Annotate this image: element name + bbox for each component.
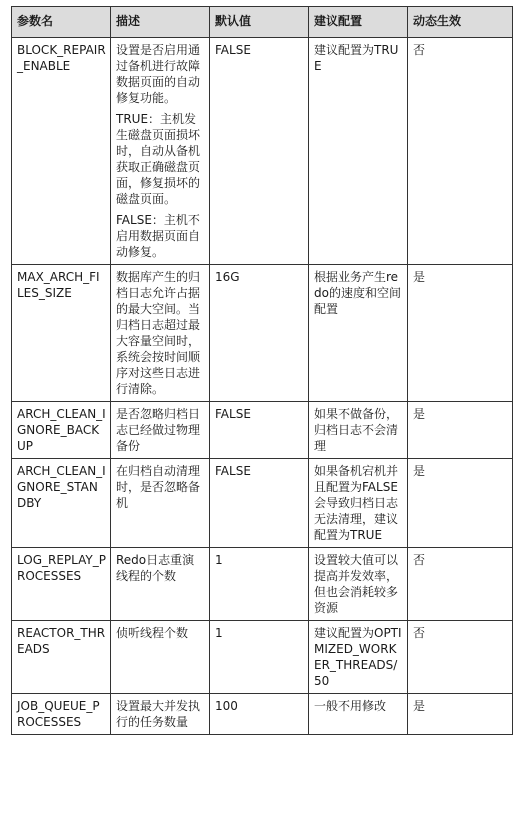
cell-default-value: FALSE (210, 459, 309, 548)
description-paragraph: 在归档自动清理时，是否忽略备机 (116, 464, 201, 510)
table-body (12, 38, 513, 735)
table-row (12, 402, 513, 459)
cell-dynamic-effect: 否 (408, 548, 513, 621)
cell-description (111, 402, 210, 459)
header-param-name: 参数名 (12, 7, 111, 38)
parameter-table-container (11, 6, 512, 735)
description-paragraph: 是否忽略归档日志已经做过物理备份 (116, 407, 201, 453)
cell-description (111, 265, 210, 402)
table-row (12, 459, 513, 548)
cell-suggested-config: 根据业务产生redo的速度和空间配置 (309, 265, 408, 402)
description-paragraph: 设置最大并发执行的任务数量 (116, 699, 201, 729)
cell-default-value: 100 (210, 694, 309, 735)
cell-description (111, 38, 210, 265)
cell-default-value: FALSE (210, 402, 309, 459)
table-row (12, 621, 513, 694)
cell-default-value: 1 (210, 548, 309, 621)
description-paragraph: 数据库产生的归档日志允许占据的最大空间。当归档日志超过最大容量空间时，系统会按时间顺序对这些日志进行清除。 (116, 270, 201, 396)
header-dynamic-effect: 动态生效 (408, 7, 513, 38)
cell-suggested-config: 建议配置为TRUE (309, 38, 408, 265)
cell-param-name: ARCH_CLEAN_IGNORE_BACKUP (12, 402, 111, 459)
cell-suggested-config: 建议配置为OPTIMIZED_WORKER_THREADS/50 (309, 621, 408, 694)
cell-description (111, 621, 210, 694)
cell-suggested-config: 如果备机宕机并且配置为FALSE会导致归档日志无法清理，建议配置为TRUE (309, 459, 408, 548)
description-paragraph: 侦听线程个数 (116, 626, 189, 640)
description-paragraph: TRUE：主机发生磁盘页面损坏时，自动从备机获取正确磁盘页面，修复损坏的磁盘页面。 (116, 112, 201, 206)
cell-dynamic-effect: 是 (408, 402, 513, 459)
cell-param-name: MAX_ARCH_FILES_SIZE (12, 265, 111, 402)
description-paragraph: FALSE：主机不启用数据页面自动修复。 (116, 213, 201, 259)
header-suggested-config: 建议配置 (309, 7, 408, 38)
cell-dynamic-effect: 是 (408, 459, 513, 548)
header-description: 描述 (111, 7, 210, 38)
cell-description (111, 459, 210, 548)
table-header (12, 7, 513, 38)
cell-suggested-config: 一般不用修改 (309, 694, 408, 735)
table-row (12, 38, 513, 265)
header-row (12, 7, 513, 38)
cell-suggested-config: 设置较大值可以提高并发效率，但也会消耗较多资源 (309, 548, 408, 621)
cell-param-name: JOB_QUEUE_PROCESSES (12, 694, 111, 735)
cell-description (111, 694, 210, 735)
header-default-value: 默认值 (210, 7, 309, 38)
table-row (12, 265, 513, 402)
cell-default-value: 1 (210, 621, 309, 694)
cell-dynamic-effect: 否 (408, 621, 513, 694)
description-paragraph: 设置是否启用通过备机进行故障数据页面的自动修复功能。 (116, 43, 201, 105)
cell-suggested-config: 如果不做备份，归档日志不会清理 (309, 402, 408, 459)
cell-param-name: ARCH_CLEAN_IGNORE_STANDBY (12, 459, 111, 548)
cell-dynamic-effect: 是 (408, 694, 513, 735)
cell-dynamic-effect: 否 (408, 38, 513, 265)
cell-param-name: REACTOR_THREADS (12, 621, 111, 694)
parameter-table (11, 6, 513, 735)
cell-default-value: FALSE (210, 38, 309, 265)
cell-param-name: LOG_REPLAY_PROCESSES (12, 548, 111, 621)
cell-description (111, 548, 210, 621)
cell-param-name: BLOCK_REPAIR_ENABLE (12, 38, 111, 265)
description-paragraph: Redo日志重演线程的个数 (116, 553, 195, 583)
table-row (12, 694, 513, 735)
table-row (12, 548, 513, 621)
cell-default-value: 16G (210, 265, 309, 402)
cell-dynamic-effect: 是 (408, 265, 513, 402)
